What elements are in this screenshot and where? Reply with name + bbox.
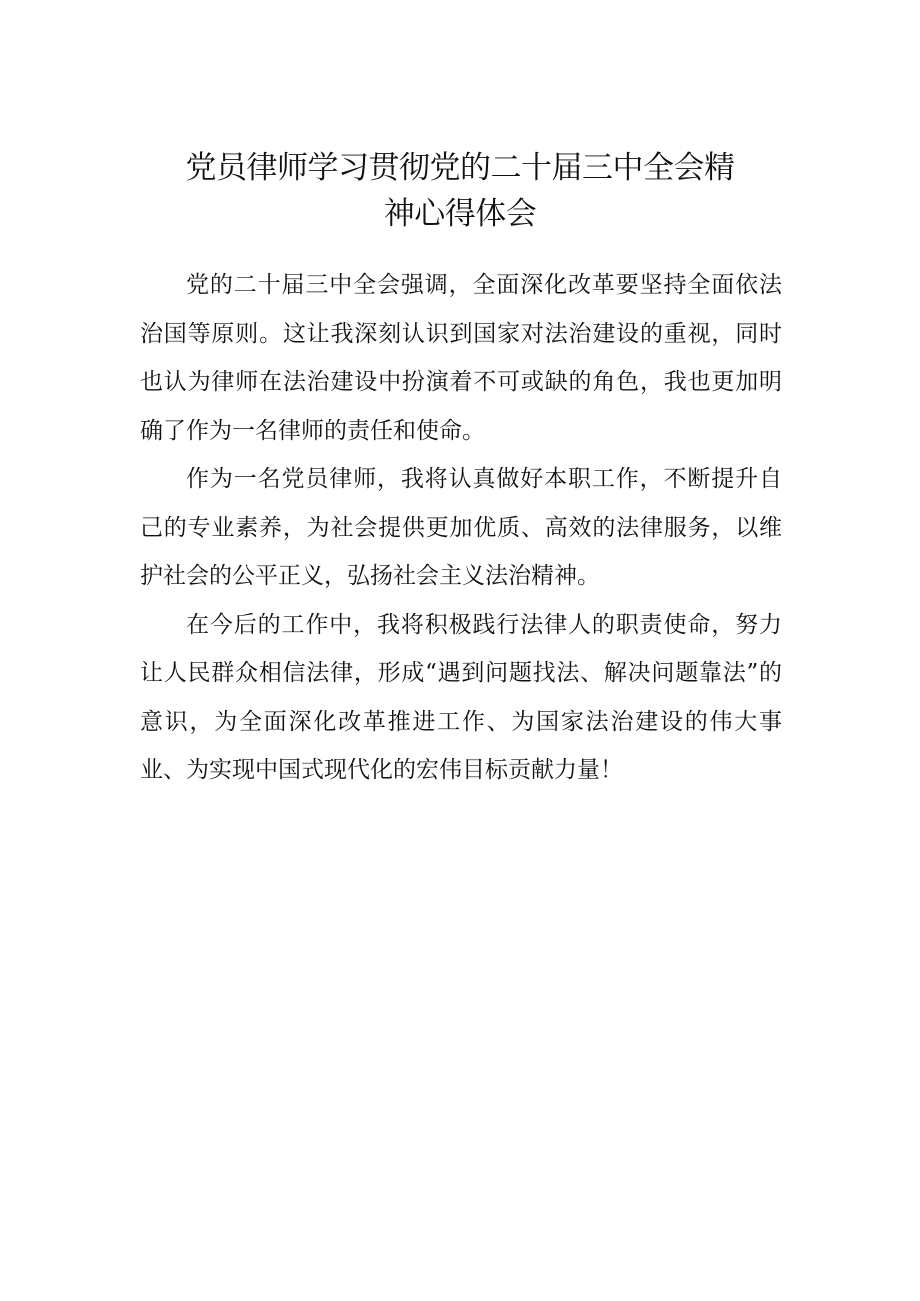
document-body [140,261,782,795]
title-line-2: 神心得体会 [383,196,537,232]
paragraph-3: 在今后的工作中，我将积极践行法律人的职责使命，努力让人民群众相信法律，形成“遇到问题找法、解决问题靠法”的意识，为全面深化改革推进工作、为国家法治建设的伟大事业、为实现中国式现代化的宏伟目标贡献力量！ [140,611,782,783]
title-line-1: 党员律师学习贯彻党的二十届三中全会精 [185,150,735,186]
paragraph-2: 作为一名党员律师，我将认真做好本职工作，不断提升自己的专业素养，为社会提供更加优质、高效的法律服务，以维护社会的公平正义，弘扬社会主义法治精神。 [140,466,782,589]
document-title [140,145,780,237]
paragraph-1: 党的二十届三中全会强调，全面深化改革要坚持全面依法治国等原则。这让我深刻认识到国家对法治建设的重视，同时也认为律师在法治建设中扮演着不可或缺的角色，我也更加明确了作为一名律师的责任和使命。 [140,272,782,444]
